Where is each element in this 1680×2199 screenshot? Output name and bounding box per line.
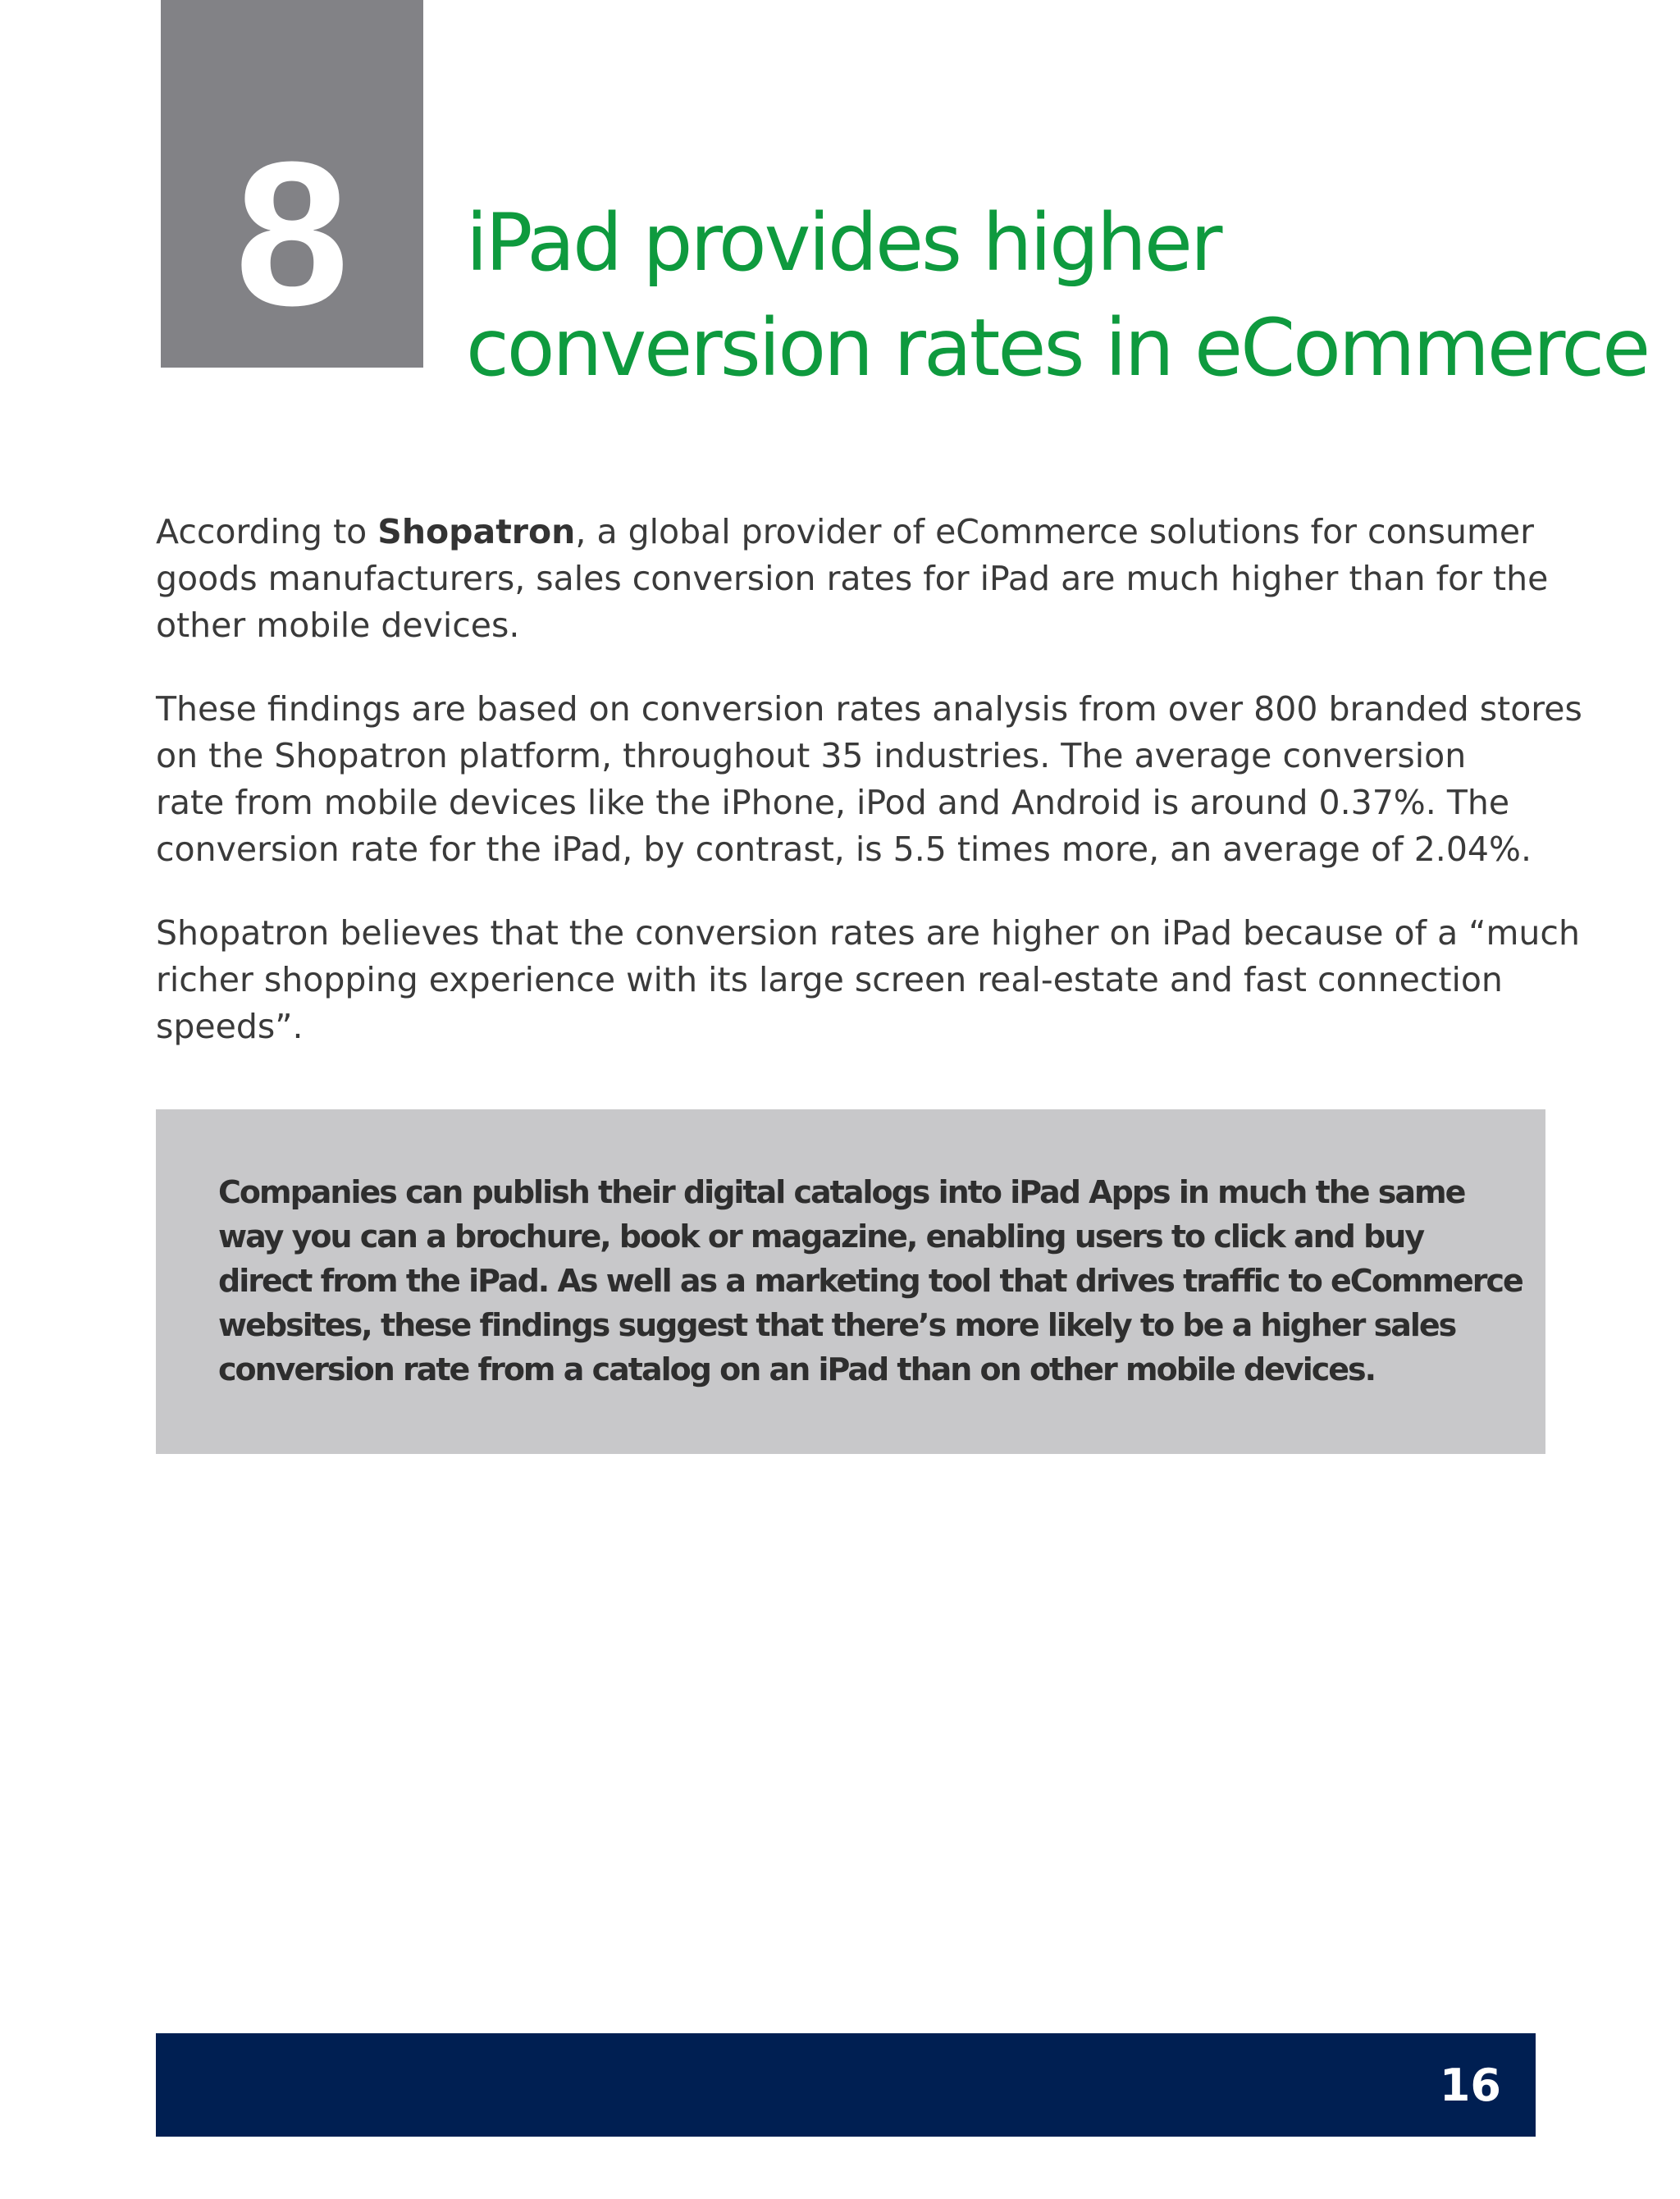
- paragraph-1-line-2: goods manufacturers, sales conversion rates for iPad are much higher than for the: [156, 559, 1549, 598]
- paragraph-2-line-1: These findings are based on conversion rates analysis from over 800 branded stores: [156, 689, 1582, 729]
- title-line-1: iPad provides higher: [466, 197, 1221, 289]
- section-number: 8: [235, 119, 349, 348]
- page-title: [466, 190, 1647, 400]
- section-number-box: [161, 0, 423, 368]
- title-line-2: conversion rates in eCommerce: [466, 302, 1649, 394]
- callout-box: [156, 1109, 1545, 1454]
- body-text: [156, 509, 1582, 1087]
- paragraph-1-line-1: [156, 509, 1550, 555]
- page-number: 16: [1439, 2060, 1501, 2111]
- callout-line-5: conversion rate from a catalog on an iPad than on other mobile devices.: [218, 1351, 1376, 1388]
- callout-line-4: websites, these findings suggest that there’s more likely to be a higher sales: [218, 1307, 1456, 1343]
- paragraph-2-line-3: rate from mobile devices like the iPhone, iPod and Android is around 0.37%. The: [156, 783, 1510, 822]
- paragraph-2-line-4: conversion rate for the iPad, by contrast, is 5.5 times more, an average of 2.04%.: [156, 830, 1532, 869]
- shopatron-bold: Shopatron: [377, 512, 576, 551]
- paragraph-3-line-1: Shopatron believes that the conversion rates are higher on iPad because of a “much: [156, 913, 1580, 953]
- callout-line-2: way you can a brochure, book or magazine, enabling users to click and buy: [218, 1218, 1424, 1255]
- paragraph-1-prefix: According to: [156, 512, 378, 551]
- paragraph-3: [156, 910, 1580, 1050]
- paragraph-2-line-2: on the Shopatron platform, throughout 35 industries. The average conversion: [156, 736, 1467, 775]
- callout-line-3: direct from the iPad. As well as a marketing tool that drives traffic to eCommerce: [218, 1263, 1522, 1299]
- paragraph-1-line-3: other mobile devices.: [156, 606, 520, 645]
- paragraph-1: [156, 509, 1550, 649]
- paragraph-1-line-1-suffix: , a global provider of eCommerce solutions for consumer: [575, 512, 1535, 551]
- paragraph-3-line-3: speeds”.: [156, 1007, 304, 1046]
- paragraph-3-line-2: richer shopping experience with its large screen real-estate and fast connection: [156, 960, 1503, 999]
- footer-bar: [156, 2033, 1536, 2137]
- callout-line-1: Companies can publish their digital catalogs into iPad Apps in much the same: [218, 1174, 1465, 1210]
- paragraph-2: [156, 686, 1582, 873]
- callout-text: [218, 1170, 1531, 1392]
